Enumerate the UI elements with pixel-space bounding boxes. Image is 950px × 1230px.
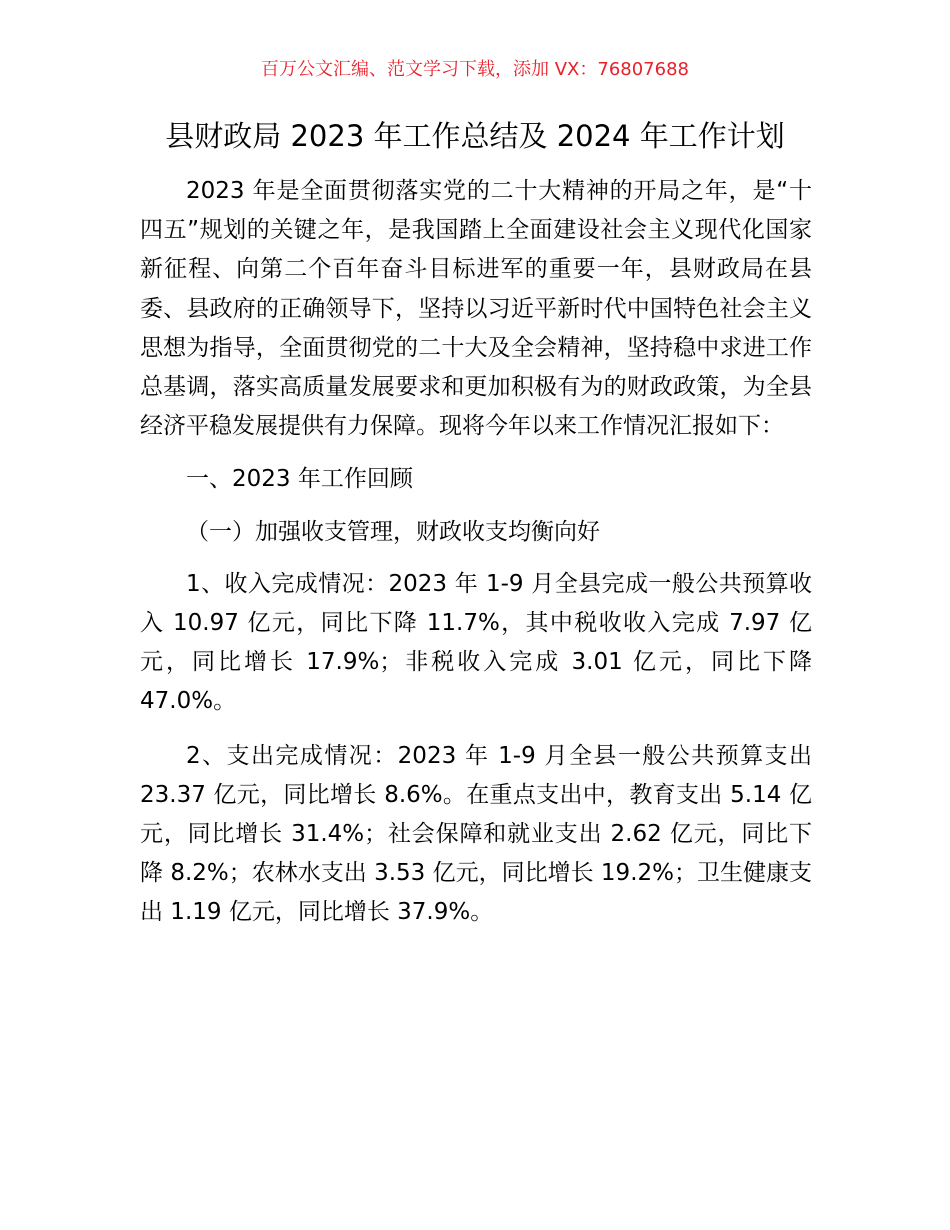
document-title: 县财政局 2023 年工作总结及 2024 年工作计划 [165,119,785,153]
section-heading-review: 一、2023 年工作回顾 [186,466,413,493]
item-expenditure: 2、支出完成情况：2023 年 1-9 月全县一般公共预算支出 23.37 亿元，同比增长 8.6%。在重点支出中，教育支出 5.14 亿元，同比增长 31.4%；社会保障和就业支出 2.62 亿元，同比下降 8.2%；农林水支出 3.53 亿元，同比增长 19.2%；卫生健康支出 1.19 亿元，同比增长 37.9%。 [140,742,812,926]
document-body [140,172,812,933]
subsection-heading-revenue-management: （一）加强收支管理，财政收支均衡向好 [186,518,600,545]
item-revenue: 1、收入完成情况：2023 年 1-9 月全县完成一般公共预算收入 10.97 亿元，同比下降 11.7%，其中税收收入完成 7.97 亿元，同比增长 17.9%；非税收入完成 3.01 亿元，同比下降 47.0%。 [140,570,812,715]
intro-paragraph: 2023 年是全面贯彻落实党的二十大精神的开局之年，是“十四五”规划的关键之年，是我国踏上全面建设社会主义现代化国家新征程、向第二个百年奋斗目标进军的重要一年，县财政局在县委、县政府的正确领导下，坚持以习近平新时代中国特色社会主义思想为指导，全面贯彻党的二十大及全会精神，坚持稳中求进工作总基调，落实高质量发展要求和更加积极有为的财政政策，为全县经济平稳发展提供有力保障。现将今年以来工作情况汇报如下： [140,178,812,440]
header-note: 百万公文汇编、范文学习下载，添加 VX：76807688 [261,59,689,80]
